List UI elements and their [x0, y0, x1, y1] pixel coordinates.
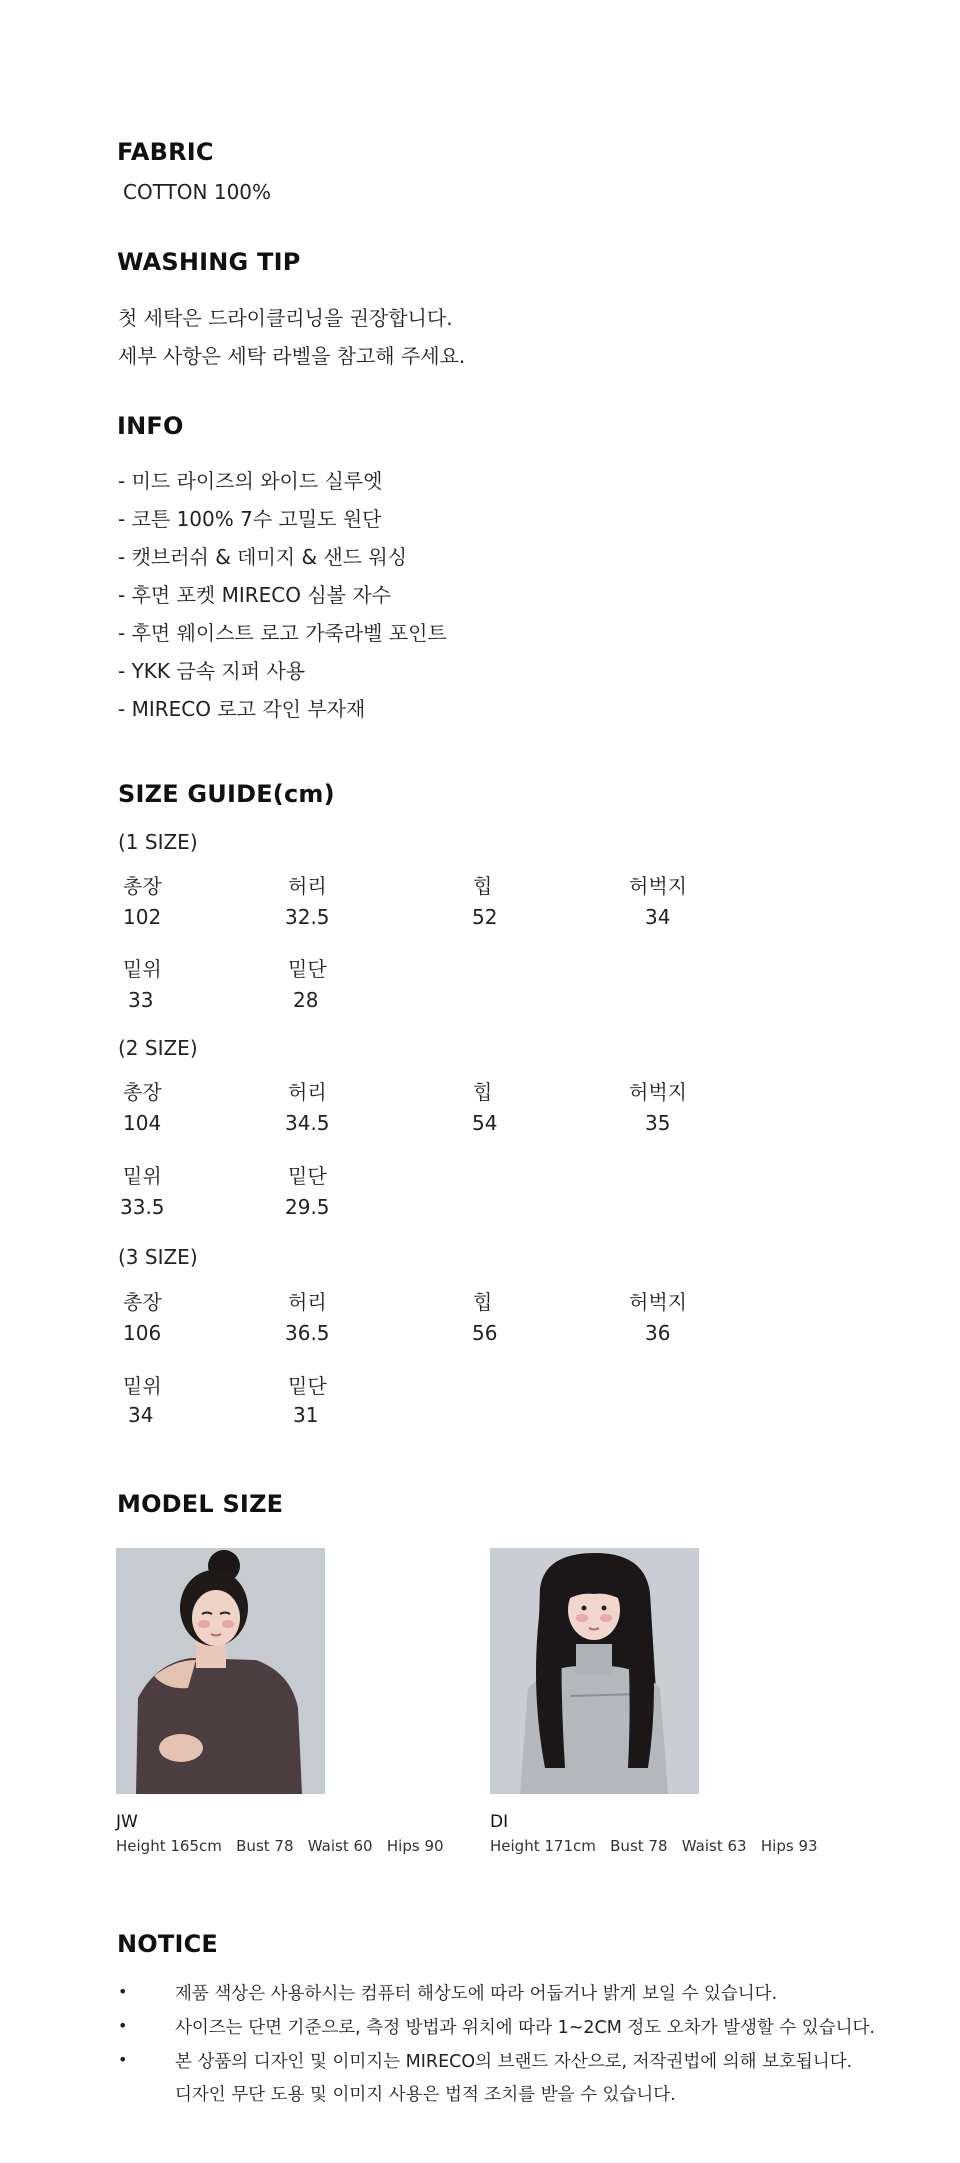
size-label-waist: 허리 [288, 1080, 327, 1104]
notice-item: 제품 색상은 사용하시는 컴퓨터 해상도에 따라 어둡거나 밝게 보일 수 있습니다. [175, 1984, 778, 2004]
size-value-hem: 31 [293, 1403, 319, 1427]
size-name: (2 SIZE) [118, 1036, 198, 1060]
info-item: - YKK 금속 지퍼 사용 [118, 659, 306, 683]
info-item: - 캣브러쉬 & 데미지 & 샌드 워싱 [118, 545, 408, 569]
bullet-icon: • [118, 2016, 128, 2035]
size-label-length: 총장 [123, 874, 162, 898]
notice-heading: NOTICE [117, 1930, 218, 1958]
size-label-waist: 허리 [288, 874, 327, 898]
size-value-length: 102 [123, 905, 162, 929]
size-value-hip: 52 [472, 905, 498, 929]
size-label-thigh: 허벅지 [629, 1290, 687, 1314]
info-heading: INFO [117, 412, 184, 440]
size-value-hem: 29.5 [285, 1195, 330, 1219]
info-item: - 코튼 100% 7수 고밀도 원단 [118, 507, 382, 531]
size-label-hip: 힙 [473, 1080, 493, 1104]
size-value-rise: 34 [128, 1403, 154, 1427]
model-size-heading: MODEL SIZE [117, 1490, 284, 1518]
size-label-hem: 밑단 [288, 1164, 327, 1188]
size-value-waist: 36.5 [285, 1321, 330, 1345]
info-item: - 미드 라이즈의 와이드 실루엣 [118, 469, 383, 493]
size-label-length: 총장 [123, 1080, 162, 1104]
notice-item: 본 상품의 디자인 및 이미지는 MIRECO의 브랜드 자산으로, 저작권법에 의해 보호됩니다. [175, 2052, 853, 2072]
size-label-rise: 밑위 [123, 1374, 162, 1398]
size-label-thigh: 허벅지 [629, 874, 687, 898]
notice-item-continuation: 디자인 무단 도용 및 이미지 사용은 법적 조치를 받을 수 있습니다. [175, 2085, 676, 2105]
info-item: - MIRECO 로고 각인 부자재 [118, 697, 366, 721]
size-name: (3 SIZE) [118, 1245, 198, 1269]
size-label-waist: 허리 [288, 1290, 327, 1314]
size-value-hip: 56 [472, 1321, 498, 1345]
bullet-icon: • [118, 1982, 128, 2001]
washing-heading: WASHING TIP [117, 248, 301, 276]
size-label-hip: 힙 [473, 1290, 493, 1314]
size-value-waist: 32.5 [285, 905, 330, 929]
size-guide-heading: SIZE GUIDE(cm) [118, 780, 335, 808]
size-value-thigh: 36 [645, 1321, 671, 1345]
size-label-hip: 힙 [473, 874, 493, 898]
info-item: - 후면 포켓 MIRECO 심볼 자수 [118, 583, 391, 607]
size-name: (1 SIZE) [118, 830, 198, 854]
washing-line: 첫 세탁은 드라이클리닝을 권장합니다. [118, 306, 453, 330]
size-label-thigh: 허벅지 [629, 1080, 687, 1104]
size-value-waist: 34.5 [285, 1111, 330, 1135]
model-stats: Height 171cm Bust 78 Waist 63 Hips 93 [490, 1837, 818, 1855]
model-photo-jw [116, 1548, 325, 1794]
size-value-thigh: 34 [645, 905, 671, 929]
size-label-rise: 밑위 [123, 1164, 162, 1188]
model-name: DI [490, 1812, 509, 1832]
size-value-hip: 54 [472, 1111, 498, 1135]
fabric-value: COTTON 100% [123, 180, 272, 204]
notice-item: 사이즈는 단면 기준으로, 측정 방법과 위치에 따라 1~2CM 정도 오차가 발생할 수 있습니다. [175, 2018, 875, 2038]
size-label-hem: 밑단 [288, 957, 327, 981]
model-photo-di [490, 1548, 699, 1794]
size-label-rise: 밑위 [123, 957, 162, 981]
size-value-thigh: 35 [645, 1111, 671, 1135]
size-value-rise: 33 [128, 988, 154, 1012]
size-value-rise: 33.5 [120, 1195, 165, 1219]
size-label-hem: 밑단 [288, 1374, 327, 1398]
washing-line: 세부 사항은 세탁 라벨을 참고해 주세요. [118, 344, 466, 368]
model-stats: Height 165cm Bust 78 Waist 60 Hips 90 [116, 1837, 444, 1855]
model-name: JW [116, 1812, 138, 1832]
bullet-icon: • [118, 2050, 128, 2069]
fabric-heading: FABRIC [117, 138, 214, 166]
size-value-length: 104 [123, 1111, 162, 1135]
size-value-length: 106 [123, 1321, 162, 1345]
size-label-length: 총장 [123, 1290, 162, 1314]
info-item: - 후면 웨이스트 로고 가죽라벨 포인트 [118, 621, 447, 645]
size-value-hem: 28 [293, 988, 319, 1012]
